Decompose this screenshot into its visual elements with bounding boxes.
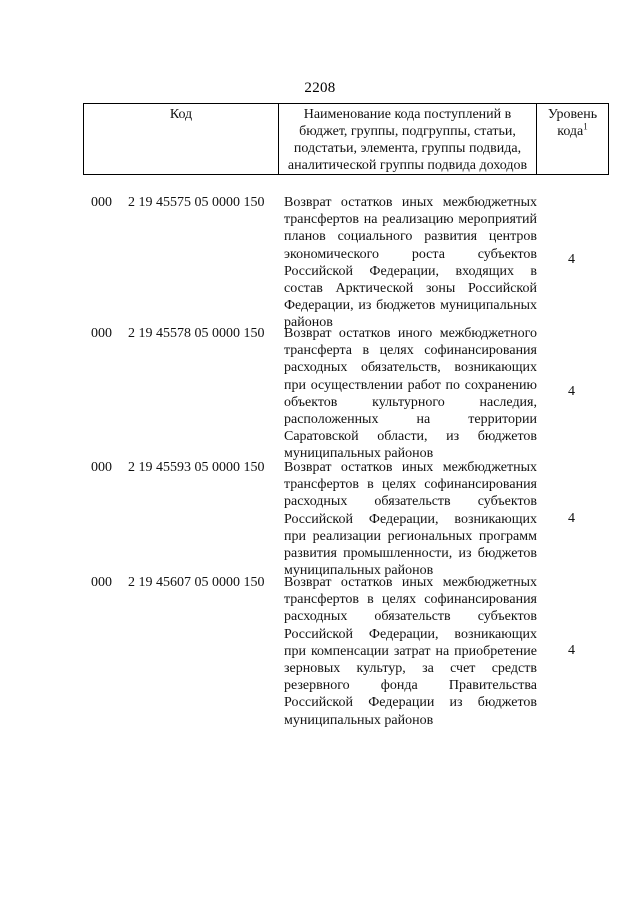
- revenue-code: 2 19 45607 05 0000 150: [128, 575, 265, 590]
- code-level: 4: [568, 643, 575, 658]
- header-level: [537, 104, 609, 175]
- revenue-code: 2 19 45575 05 0000 150: [128, 195, 265, 210]
- revenue-description: Возврат остатков иного межбюджетного трансферта в целях софинансирования расходных обязательств, возникающих при осуществлении работ по сохранению объектов культурного наследия, расположенных на территории Саратовской области, из бюджетов муниципальных районов: [284, 326, 537, 462]
- revenue-code: 2 19 45578 05 0000 150: [128, 326, 265, 341]
- revenue-description: Возврат остатков иных межбюджетных трансфертов в целях софинансирования расходных обязательств субъектов Российской Федерации, возникающих при компенсации затрат на приобретение зерновых культур, за счет средств резервного фонда Правительства Российской Федерации из бюджетов муниципальных районов: [284, 575, 537, 728]
- header-kod: Код: [84, 104, 279, 175]
- admin-code: 000: [91, 326, 112, 341]
- code-level: 4: [568, 384, 575, 399]
- revenue-description: Возврат остатков иных межбюджетных трансфертов на реализацию мероприятий планов социального развития центров экономического роста субъектов Российской Федерации, входящих в состав Арктической зоны Российской Федерации, из бюджетов муниципальных районов: [284, 195, 537, 331]
- table-header: [83, 103, 609, 175]
- header-name: Наименование кода поступлений в бюджет, группы, подгруппы, статьи, подстатьи, элемента, группы подвида, аналитической группы подвида доходов: [279, 104, 537, 175]
- revenue-code: 2 19 45593 05 0000 150: [128, 460, 265, 475]
- header-level-label: Уровень кода: [547, 107, 598, 139]
- admin-code: 000: [91, 195, 112, 210]
- page-number: 2208: [304, 80, 336, 96]
- admin-code: 000: [91, 460, 112, 475]
- code-level: 4: [568, 511, 575, 526]
- revenue-description: Возврат остатков иных межбюджетных трансфертов в целях софинансирования расходных обязательств субъектов Российской Федерации, возникающих при реализации региональных программ развития промышленности, из бюджетов муниципальных районов: [284, 460, 537, 579]
- header-level-footnote: 1: [583, 121, 588, 132]
- code-level: 4: [568, 252, 575, 267]
- admin-code: 000: [91, 575, 112, 590]
